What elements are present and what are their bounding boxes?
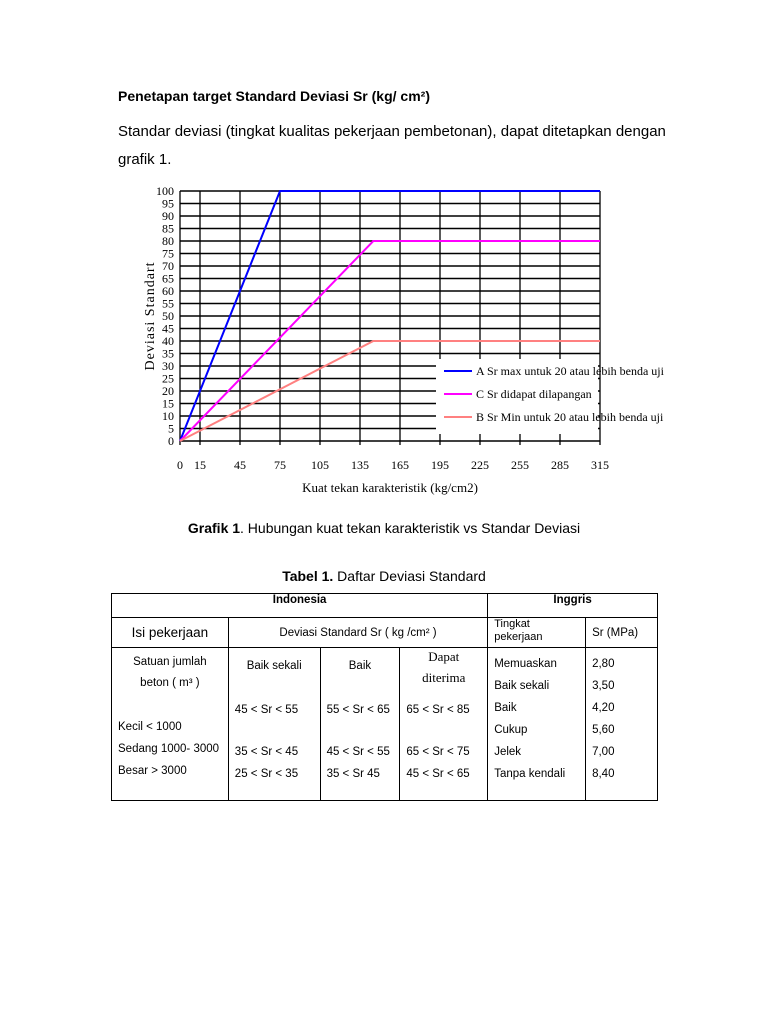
- x-tick-label: 15: [194, 458, 206, 472]
- x-tick-label: 105: [311, 458, 329, 472]
- x-tick-label: 315: [591, 458, 609, 472]
- satuan-label-2: beton ( m³ ): [140, 677, 200, 689]
- chart-caption-label: Grafik 1: [187, 520, 241, 536]
- baik-sedang: 45 < Sr < 55: [326, 746, 390, 758]
- baik-besar: 35 < Sr 45: [326, 768, 380, 780]
- y-tick-label: 30: [162, 359, 174, 373]
- y-tick-label: 90: [162, 209, 174, 223]
- y-tick-label: 20: [162, 384, 174, 398]
- baik-sekali-header: Baik sekali: [246, 660, 302, 672]
- chart-caption-text: . Hubungan kuat tekan karakteristik vs Standar Deviasi: [240, 520, 581, 536]
- x-tick-label: 45: [234, 458, 246, 472]
- y-tick-label: 25: [162, 371, 174, 386]
- volume-cell: [112, 648, 229, 801]
- legend-label: A Sr max untuk 20 atau lebih benda uji: [476, 364, 664, 378]
- level-tanpa-kendali: Tanpa kendali: [494, 768, 566, 780]
- intro-paragraph: Standar deviasi (tingkat kualitas pekerjaan pembetonan), dapat ditetapkan dengan grafik 1.: [118, 123, 666, 168]
- x-tick-label: 0: [177, 458, 183, 472]
- x-tick-label: 135: [351, 458, 369, 472]
- x-tick-label: 75: [274, 458, 286, 472]
- x-tick-label: 165: [391, 458, 409, 472]
- baik-kecil: 55 < Sr < 65: [326, 704, 390, 716]
- dapat-header-2: diterima: [422, 670, 466, 685]
- deviasi-header: Deviasi Standard Sr ( kg /cm² ): [228, 618, 487, 648]
- level-memuaskan: Memuaskan: [494, 658, 557, 670]
- baik-col: [320, 648, 400, 801]
- level-baik-sekali: Baik sekali: [494, 680, 550, 692]
- x-tick-label: 285: [551, 458, 569, 472]
- dapat-besar: 45 < Sr < 65: [406, 768, 470, 780]
- y-tick-label: 15: [162, 396, 174, 411]
- section-heading: Penetapan target Standard Deviasi Sr (kg/ cm²): [118, 88, 430, 104]
- level-jelek: Jelek: [494, 746, 522, 758]
- baik-sekali-besar: 25 < Sr < 35: [234, 768, 299, 780]
- satuan-label-1: Satuan jumlah: [133, 656, 207, 668]
- value-baik-sekali: 3,50: [592, 680, 615, 692]
- y-tick-label: 95: [162, 196, 174, 211]
- y-tick-label: 45: [162, 321, 174, 336]
- tingkat-pekerjaan-header: Tingkat pekerjaan: [488, 618, 586, 648]
- dapat-kecil: 65 < Sr < 85: [406, 704, 470, 716]
- chart: [130, 180, 664, 500]
- y-tick-label: 0: [168, 434, 174, 448]
- baik-sekali-kecil: 45 < Sr < 55: [234, 704, 299, 716]
- english-value-col: [586, 648, 658, 801]
- legend-label: B Sr Min untuk 20 atau lebih benda uji: [476, 410, 664, 424]
- baik-header: Baik: [348, 660, 372, 672]
- legend-label: C Sr didapat dilapangan: [476, 387, 592, 401]
- value-memuaskan: 2,80: [592, 658, 615, 670]
- y-tick-label: 60: [162, 284, 174, 298]
- x-tick-label: 255: [511, 458, 529, 472]
- y-tick-label: 10: [162, 409, 174, 423]
- x-tick-label: 195: [431, 458, 449, 472]
- y-tick-label: 100: [156, 184, 174, 198]
- y-tick-label: 5: [168, 421, 174, 436]
- dapat-col: [400, 648, 488, 801]
- dapat-sedang: 65 < Sr < 75: [406, 746, 470, 758]
- x-axis-label: Kuat tekan karakteristik (kg/cm2): [302, 480, 478, 495]
- y-tick-label: 80: [162, 234, 174, 248]
- y-tick-label: 65: [162, 271, 174, 286]
- baik-sekali-col: [228, 648, 320, 801]
- deviation-table: [111, 593, 658, 801]
- y-tick-label: 85: [162, 221, 174, 236]
- baik-sekali-sedang: 35 < Sr < 45: [234, 746, 299, 758]
- value-baik: 4,20: [592, 702, 615, 714]
- value-cukup: 5,60: [592, 724, 615, 736]
- inggris-header: Inggris: [488, 594, 658, 618]
- y-tick-label: 55: [162, 296, 174, 311]
- chart-caption: [0, 520, 768, 536]
- y-tick-label: 75: [162, 246, 174, 261]
- level-cukup: Cukup: [494, 724, 528, 736]
- value-tanpa-kendali: 8,40: [592, 768, 615, 780]
- table-caption: [0, 568, 768, 584]
- sr-mpa-header: Sr (MPa): [586, 618, 658, 648]
- y-tick-label: 40: [162, 334, 174, 348]
- table-caption-text: Daftar Deviasi Standard: [333, 568, 486, 584]
- english-level-col: [488, 648, 586, 801]
- volume-besar: Besar > 3000: [118, 765, 187, 777]
- indonesia-header: Indonesia: [112, 594, 488, 618]
- table-caption-label: Tabel 1.: [282, 568, 334, 584]
- y-tick-label: 50: [162, 309, 174, 323]
- x-tick-label: 225: [471, 458, 489, 472]
- y-axis-label: Deviasi Standart: [143, 261, 158, 371]
- deviation-chart: [130, 180, 664, 500]
- value-jelek: 7,00: [592, 746, 615, 758]
- y-tick-label: 70: [162, 259, 174, 273]
- isi-pekerjaan-header: Isi pekerjaan: [112, 618, 229, 648]
- y-tick-label: 35: [162, 346, 174, 361]
- level-baik: Baik: [494, 702, 517, 714]
- volume-kecil: Kecil < 1000: [118, 721, 182, 733]
- dapat-header-1: Dapat: [428, 649, 460, 664]
- volume-sedang: Sedang 1000- 3000: [118, 743, 220, 755]
